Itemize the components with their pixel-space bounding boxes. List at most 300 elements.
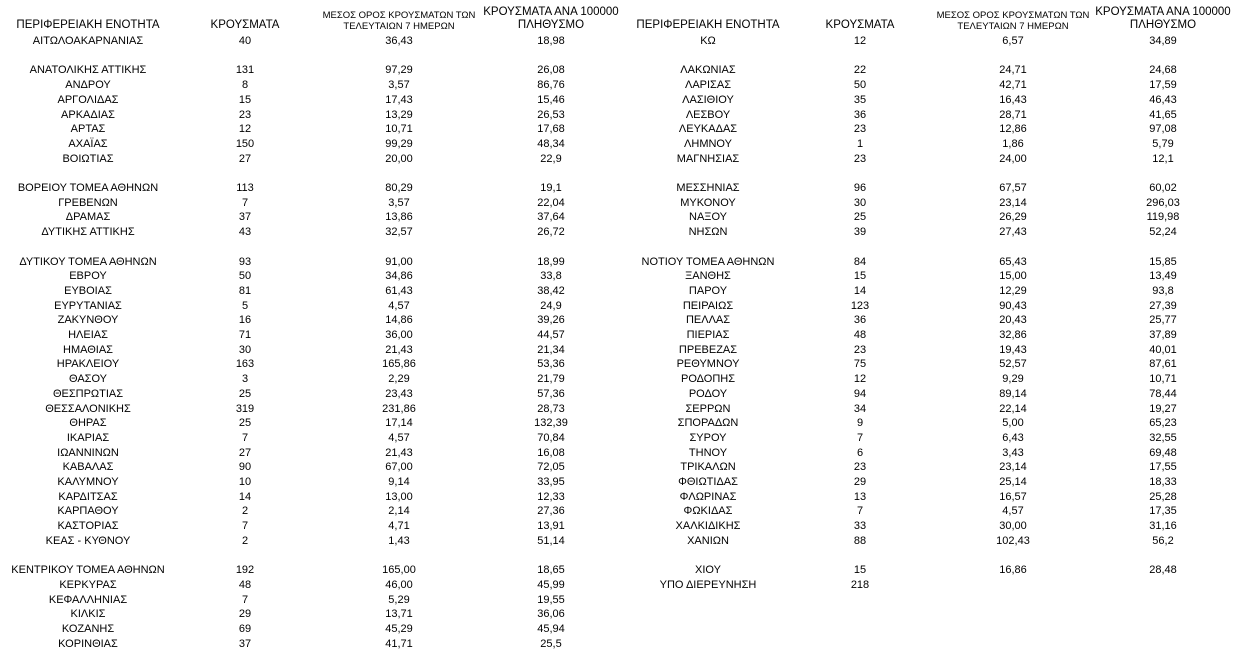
cell-avg7: 4,57 [1002, 505, 1024, 518]
header-avg7-left [318, 10, 480, 32]
cell-cases: 6 [856, 446, 864, 459]
cell-per100k: 25,5 [540, 637, 562, 650]
cell-avg7: 17,43 [385, 93, 413, 106]
cell-avg7: 91,00 [385, 255, 413, 268]
cell-avg7: 24,71 [999, 64, 1027, 77]
cell-avg7: 99,29 [385, 137, 413, 150]
cell-cases: 29 [853, 476, 867, 488]
cell-avg7 [932, 578, 1094, 593]
cell-avg7: 22,14 [999, 402, 1027, 415]
cell-per100k: 26,72 [537, 226, 565, 239]
cell-region: ΦΘΙΩΤΙΔΑΣ [678, 476, 738, 488]
cell-per100k: 5,79 [1152, 137, 1174, 150]
cell-avg7: 32,86 [999, 329, 1027, 341]
cell-per100k: 53,36 [537, 358, 565, 371]
cell-region: ΕΥΡΥΤΑΝΙΑΣ [54, 299, 122, 312]
cell-cases: 81 [238, 284, 252, 297]
cell-cases: 30 [238, 343, 252, 356]
header-avg7-right [932, 10, 1094, 32]
cell-region: ΝΟΤΙΟΥ ΤΟΜΕΑ ΑΘΗΝΩΝ [641, 255, 775, 268]
cell-cases: 30 [853, 196, 867, 209]
cell-region: ΚΑΡΔΙΤΣΑΣ [58, 490, 118, 503]
cell-region: ΦΩΚΙΔΑΣ [683, 505, 733, 518]
cell-avg7: 26,29 [999, 211, 1027, 224]
cell-per100k: 12,33 [537, 490, 565, 503]
cell-avg7: 20,00 [385, 152, 413, 165]
cell-avg7: 13,00 [385, 490, 413, 503]
cell-cases: 93 [238, 255, 252, 268]
cell-per100k: 25,28 [1149, 490, 1177, 503]
cell-cases: 39 [853, 226, 867, 239]
cell-avg7: 36,43 [385, 35, 413, 47]
cell-region: ΑΙΤΩΛΟΑΚΑΡΝΑΝΙΑΣ [32, 35, 144, 47]
cell-cases: 14 [853, 284, 867, 297]
cell-avg7: 42,71 [999, 79, 1027, 92]
cell-avg7: 21,43 [385, 343, 413, 356]
cell-cases: 23 [853, 461, 867, 474]
cell-region: ΠΕΛΛΑΣ [685, 314, 731, 327]
cell-avg7: 23,14 [999, 461, 1027, 474]
cell-region: ΘΑΣΟΥ [68, 373, 108, 386]
cell-per100k: 17,59 [1149, 79, 1177, 92]
cell-cases: 23 [853, 152, 867, 165]
cell-per100k: 26,53 [537, 108, 565, 121]
cell-avg7: 1,43 [388, 534, 410, 547]
cell-cases: 123 [850, 299, 870, 312]
cell-avg7: 3,57 [388, 196, 410, 209]
cell-avg7: 13,86 [385, 211, 413, 224]
header-per100k-line1: ΚΡΟΥΣΜΑΤΑ ΑΝΑ 100000 [1095, 6, 1231, 18]
cell-avg7: 23,43 [385, 387, 413, 400]
cell-region: ΑΡΚΑΔΙΑΣ [61, 108, 115, 121]
cell-region: ΜΑΓΝΗΣΙΑΣ [676, 152, 740, 165]
header-cases-left: ΚΡΟΥΣΜΑΤΑ [210, 19, 280, 31]
cell-per100k: 93,8 [1152, 284, 1174, 297]
cell-per100k: 21,34 [537, 343, 565, 356]
cell-region: ΧΙΟΥ [695, 564, 721, 577]
cell-per100k: 17,55 [1149, 461, 1177, 474]
cell-cases: 43 [238, 226, 252, 239]
cell-region: ΥΠΟ ΔΙΕΡΕΥΝΗΣΗ [659, 578, 757, 591]
cell-cases: 37 [238, 211, 252, 224]
cell-per100k: 19,27 [1149, 402, 1177, 415]
cell-cases: 15 [853, 270, 867, 283]
cell-per100k: 18,33 [1149, 476, 1177, 488]
cell-per100k: 45,94 [537, 623, 565, 635]
cell-cases: 33 [853, 520, 867, 533]
cell-cases: 12 [238, 123, 252, 136]
cell-cases: 29 [238, 608, 252, 621]
cell-region: ΑΡΓΟΛΙΔΑΣ [57, 93, 119, 106]
cell-avg7: 24,00 [999, 152, 1027, 165]
cell-cases: 94 [853, 387, 867, 400]
cell-per100k: 44,57 [537, 329, 565, 341]
cell-per100k: 70,84 [537, 431, 565, 444]
cell-avg7: 21,43 [385, 446, 413, 459]
cell-avg7: 12,86 [999, 123, 1027, 136]
cell-region: ΧΑΛΚΙΔΙΚΗΣ [675, 520, 741, 533]
cell-cases: 84 [853, 255, 867, 268]
cell-cases: 50 [238, 270, 252, 283]
header-per100k-line1: ΚΡΟΥΣΜΑΤΑ ΑΝΑ 100000 [483, 6, 619, 18]
cell-region: ΑΡΤΑΣ [70, 123, 106, 136]
cell-cases: 48 [238, 578, 252, 591]
cell-region: ΚΙΛΚΙΣ [70, 608, 106, 621]
cell-region: ΔΥΤΙΚΗΣ ΑΤΤΙΚΗΣ [41, 226, 135, 239]
cell-per100k: 25,77 [1149, 314, 1177, 327]
cell-region: ΚΟΖΑΝΗΣ [61, 623, 115, 635]
cell-region: ΚΑΡΠΑΘΟΥ [57, 505, 119, 518]
cell-region: ΚΕΝΤΡΙΚΟΥ ΤΟΜΕΑ ΑΘΗΝΩΝ [11, 564, 165, 577]
cell-cases: 163 [235, 358, 255, 371]
cell-region: ΦΛΩΡΙΝΑΣ [679, 490, 737, 503]
cell-avg7: 61,43 [385, 284, 413, 297]
header-avg7-line2: ΤΕΛΕΥΤΑΙΩΝ 7 ΗΜΕΡΩΝ [343, 21, 455, 32]
cell-avg7: 3,57 [388, 79, 410, 92]
cell-per100k: 32,55 [1149, 431, 1177, 444]
cell-cases: 2 [241, 534, 249, 547]
header-per100k-left [476, 6, 626, 32]
cell-cases: 12 [853, 35, 867, 47]
cell-per100k: 15,46 [537, 93, 565, 106]
cell-region: ΔΡΑΜΑΣ [65, 211, 111, 224]
cell-cases: 7 [241, 431, 249, 444]
cell-region: ΣΥΡΟΥ [689, 431, 727, 444]
cell-cases: 5 [241, 299, 249, 312]
header-avg7-line1: ΜΕΣΟΣ ΟΡΟΣ ΚΡΟΥΣΜΑΤΩΝ ΤΩΝ [936, 10, 1090, 21]
cell-region: ΜΥΚΟΝΟΥ [680, 196, 736, 209]
cell-region: ΕΒΡΟΥ [69, 270, 107, 283]
cell-region: ΛΕΥΚΑΔΑΣ [678, 123, 738, 136]
cell-cases: 192 [235, 564, 255, 577]
cell-per100k: 33,95 [537, 476, 565, 488]
cell-region: ΗΡΑΚΛΕΙΟΥ [56, 358, 120, 371]
cell-per100k: 78,44 [1149, 387, 1177, 400]
cell-cases: 7 [241, 520, 249, 533]
cell-per100k: 40,01 [1149, 343, 1177, 356]
cell-per100k: 24,68 [1149, 64, 1177, 77]
cell-per100k: 10,71 [1149, 373, 1177, 386]
cell-region: ΡΟΔΟΠΗΣ [680, 373, 736, 386]
cell-avg7: 9,14 [388, 476, 410, 488]
cell-cases: 7 [856, 431, 864, 444]
cell-cases: 69 [238, 623, 252, 635]
cell-cases: 88 [853, 534, 867, 547]
cell-per100k: 37,64 [537, 211, 565, 224]
cell-region: ΧΑΝΙΩΝ [687, 534, 729, 547]
cell-region: ΣΕΡΡΩΝ [685, 402, 731, 415]
cell-avg7: 4,71 [388, 520, 410, 533]
cell-per100k: 22,04 [537, 196, 565, 209]
cell-region: ΗΛΕΙΑΣ [68, 329, 108, 341]
cell-cases: 9 [856, 417, 864, 430]
cell-cases: 71 [238, 329, 252, 341]
cell-per100k: 28,48 [1149, 564, 1177, 577]
cell-cases: 96 [853, 182, 867, 194]
cell-region: ΚΟΡΙΝΘΙΑΣ [58, 637, 118, 650]
cell-per100k: 56,2 [1152, 534, 1174, 547]
cell-cases: 218 [850, 578, 870, 591]
cell-per100k: 17,68 [537, 123, 565, 136]
cell-region: ΒΟΙΩΤΙΑΣ [62, 152, 114, 165]
cell-avg7: 4,57 [388, 431, 410, 444]
cell-per100k: 45,99 [537, 578, 565, 591]
cell-avg7: 16,43 [999, 93, 1027, 106]
cell-cases: 131 [235, 64, 255, 77]
cell-avg7: 52,57 [999, 358, 1027, 371]
cell-per100k: 39,26 [537, 314, 565, 327]
cell-avg7: 27,43 [999, 226, 1027, 239]
cell-avg7: 231,86 [382, 402, 416, 415]
cell-cases: 10 [238, 476, 252, 488]
cell-cases: 113 [236, 182, 254, 194]
cell-per100k: 27,39 [1149, 299, 1177, 312]
cell-avg7: 65,43 [999, 255, 1027, 268]
cell-avg7: 6,57 [1002, 35, 1024, 47]
cell-avg7: 165,86 [382, 358, 416, 371]
cell-avg7: 102,43 [996, 534, 1030, 547]
header-avg7-line1: ΜΕΣΟΣ ΟΡΟΣ ΚΡΟΥΣΜΑΤΩΝ ΤΩΝ [322, 10, 476, 21]
cell-per100k: 132,39 [534, 417, 568, 430]
cell-per100k: 119,98 [1146, 211, 1180, 224]
cell-avg7: 90,43 [999, 299, 1027, 312]
cell-per100k: 13,91 [537, 520, 565, 533]
cell-region: ΚΑΛΥΜΝΟΥ [57, 476, 119, 488]
cell-avg7: 97,29 [385, 64, 413, 77]
cell-region: ΠΑΡΟΥ [688, 284, 728, 297]
cell-cases: 7 [241, 196, 249, 209]
cell-cases: 1 [856, 137, 864, 150]
cell-cases: 2 [241, 505, 249, 518]
cell-cases: 16 [238, 314, 252, 327]
cell-per100k: 41,65 [1149, 108, 1177, 121]
cell-per100k: 26,08 [537, 64, 565, 77]
cell-per100k: 97,08 [1149, 123, 1177, 136]
cell-avg7: 20,43 [999, 314, 1027, 327]
cell-avg7: 6,43 [1002, 431, 1024, 444]
header-per100k-line2: ΠΛΗΘΥΣΜΟ [1129, 19, 1197, 31]
cell-per100k: 37,89 [1149, 329, 1177, 341]
header-per100k-line2: ΠΛΗΘΥΣΜΟ [517, 19, 585, 31]
cell-per100k: 46,43 [1149, 93, 1177, 106]
cell-avg7: 5,29 [388, 593, 410, 606]
cell-region: ΘΕΣΠΡΩΤΙΑΣ [52, 387, 124, 400]
cell-avg7: 25,14 [999, 476, 1027, 488]
cell-avg7: 32,57 [385, 226, 413, 239]
cell-region: ΑΝΔΡΟΥ [65, 79, 111, 92]
cell-avg7: 3,43 [1002, 446, 1024, 459]
cell-per100k [1088, 578, 1238, 593]
cell-cases: 7 [856, 505, 864, 518]
cell-cases: 150 [235, 137, 255, 150]
cell-region: ΛΕΣΒΟΥ [685, 108, 731, 121]
cell-cases: 27 [238, 446, 252, 459]
cell-avg7: 45,29 [385, 623, 413, 635]
header-avg7-line2: ΤΕΛΕΥΤΑΙΩΝ 7 ΗΜΕΡΩΝ [957, 21, 1069, 32]
cell-region: ΛΑΣΙΘΙΟΥ [682, 93, 734, 106]
cell-cases: 40 [238, 35, 252, 47]
cell-per100k: 69,48 [1149, 446, 1177, 459]
cell-region: ΘΗΡΑΣ [69, 417, 107, 430]
cell-avg7: 5,00 [1002, 417, 1024, 430]
cell-avg7: 10,71 [385, 123, 413, 136]
cell-avg7: 23,14 [999, 196, 1027, 209]
cell-per100k: 27,36 [537, 505, 565, 518]
cell-per100k: 24,9 [540, 299, 562, 312]
cell-cases: 90 [238, 461, 252, 474]
cell-avg7: 1,86 [1002, 137, 1024, 150]
cell-cases: 23 [853, 343, 867, 356]
cell-region: ΤΗΝΟΥ [688, 446, 728, 459]
cell-per100k: 34,89 [1149, 35, 1177, 47]
cell-per100k: 60,02 [1149, 182, 1177, 194]
cell-region: ΛΑΚΩΝΙΑΣ [680, 64, 736, 77]
cell-avg7: 13,71 [385, 608, 413, 621]
cell-region: ΞΑΝΘΗΣ [685, 270, 731, 283]
cell-per100k: 18,98 [537, 35, 565, 47]
cell-cases: 14 [238, 490, 252, 503]
cell-per100k: 48,34 [537, 137, 565, 150]
cell-region: ΙΩΑΝΝΙΝΩΝ [57, 446, 119, 459]
cell-cases: 25 [238, 417, 252, 430]
cell-per100k: 87,61 [1149, 358, 1177, 371]
cell-cases: 12 [853, 373, 867, 386]
cell-avg7: 19,43 [999, 343, 1027, 356]
cell-region: ΑΝΑΤΟΛΙΚΗΣ ΑΤΤΙΚΗΣ [29, 64, 147, 77]
cell-region: ΖΑΚΥΝΘΟΥ [57, 314, 119, 327]
cell-per100k: 51,14 [537, 534, 565, 547]
cell-avg7: 34,86 [385, 270, 413, 283]
header-region-left: ΠΕΡΙΦΕΡΕΙΑΚΗ ΕΝΟΤΗΤΑ [16, 19, 160, 31]
cell-region: ΙΚΑΡΙΑΣ [66, 431, 110, 444]
cell-per100k: 18,65 [537, 564, 565, 577]
cell-per100k: 28,73 [537, 402, 565, 415]
cell-avg7: 4,57 [388, 299, 410, 312]
cell-cases: 8 [241, 79, 249, 92]
cell-region: ΚΩ [700, 35, 716, 47]
cell-cases: 35 [853, 93, 867, 106]
cell-avg7: 46,00 [385, 578, 413, 591]
cell-cases: 75 [853, 358, 867, 371]
cell-region: ΚΕΦΑΛΛΗΝΙΑΣ [48, 593, 128, 606]
cell-region: ΚΕΑΣ - ΚΥΘΝΟΥ [45, 534, 131, 547]
cell-avg7: 12,29 [999, 284, 1027, 297]
cell-avg7: 165,00 [382, 564, 416, 577]
cell-cases: 36 [853, 314, 867, 327]
cell-avg7: 16,57 [999, 490, 1027, 503]
cell-avg7: 36,00 [385, 329, 413, 341]
cell-per100k: 57,36 [537, 387, 565, 400]
cell-per100k: 12,1 [1152, 152, 1174, 165]
cell-per100k: 16,08 [537, 446, 565, 459]
cell-per100k: 22,9 [540, 152, 562, 165]
cell-avg7: 67,57 [999, 182, 1027, 194]
cell-per100k: 38,42 [537, 284, 565, 297]
cell-region: ΒΟΡΕΙΟΥ ΤΟΜΕΑ ΑΘΗΝΩΝ [17, 182, 159, 194]
cell-cases: 3 [241, 373, 249, 386]
cell-cases: 319 [235, 402, 255, 415]
cell-cases: 50 [853, 79, 867, 92]
cell-per100k: 13,49 [1149, 270, 1177, 283]
cell-avg7: 80,29 [385, 182, 413, 194]
cell-avg7: 17,14 [385, 417, 413, 430]
cell-avg7: 67,00 [385, 461, 413, 474]
cell-cases: 15 [853, 564, 867, 577]
header-region-right: ΠΕΡΙΦΕΡΕΙΑΚΗ ΕΝΟΤΗΤΑ [636, 19, 780, 31]
cell-region: ΕΥΒΟΙΑΣ [64, 284, 112, 297]
cell-avg7: 13,29 [385, 108, 413, 121]
cell-region: ΚΑΣΤΟΡΙΑΣ [57, 520, 119, 533]
cell-region: ΗΜΑΘΙΑΣ [63, 343, 113, 356]
cell-region: ΝΑΞΟΥ [689, 211, 727, 224]
cell-per100k: 52,24 [1149, 226, 1177, 239]
cell-cases: 25 [238, 387, 252, 400]
cell-region: ΤΡΙΚΑΛΩΝ [680, 461, 736, 474]
cell-cases: 37 [238, 637, 252, 650]
cell-region: ΑΧΑΪΑΣ [68, 137, 108, 150]
cell-cases: 34 [853, 402, 867, 415]
cell-region: ΠΡΕΒΕΖΑΣ [678, 343, 738, 356]
cell-per100k: 18,99 [537, 255, 565, 268]
header-per100k-right [1088, 6, 1238, 32]
cell-region: ΜΕΣΣΗΝΙΑΣ [676, 182, 740, 194]
cell-per100k: 31,16 [1149, 520, 1177, 533]
header-cases-right: ΚΡΟΥΣΜΑΤΑ [825, 19, 895, 31]
cell-avg7: 9,29 [1002, 373, 1024, 386]
cell-per100k: 33,8 [540, 270, 562, 283]
cell-avg7: 89,14 [999, 387, 1027, 400]
cell-cases: 27 [238, 152, 252, 165]
cell-region: ΡΕΘΥΜΝΟΥ [676, 358, 740, 371]
cell-per100k: 15,85 [1149, 255, 1177, 268]
cell-region: ΠΕΙΡΑΙΩΣ [682, 299, 734, 312]
cell-region: ΛΑΡΙΣΑΣ [684, 79, 731, 92]
cell-cases: 13 [853, 490, 867, 503]
cell-region: ΠΙΕΡΙΑΣ [686, 329, 730, 341]
cell-cases: 23 [853, 123, 867, 136]
cell-cases: 7 [241, 593, 249, 606]
cell-per100k: 36,06 [537, 608, 565, 621]
cell-cases: 25 [853, 211, 867, 224]
cell-per100k: 17,35 [1149, 505, 1177, 518]
cell-avg7: 14,86 [385, 314, 413, 327]
cell-per100k: 296,03 [1146, 196, 1180, 209]
cell-per100k: 19,55 [537, 593, 565, 606]
cell-avg7: 16,86 [999, 564, 1027, 577]
cell-cases: 36 [853, 108, 867, 121]
cell-region: ΚΕΡΚΥΡΑΣ [59, 578, 117, 591]
cell-per100k: 72,05 [537, 461, 565, 474]
cell-region: ΛΗΜΝΟΥ [684, 137, 732, 150]
cell-avg7: 15,00 [999, 270, 1027, 283]
cell-avg7: 28,71 [999, 108, 1027, 121]
cell-region: ΝΗΣΩΝ [688, 226, 728, 239]
cell-region: ΓΡΕΒΕΝΩΝ [58, 196, 118, 209]
cell-avg7: 41,71 [385, 637, 413, 650]
cell-region: ΚΑΒΑΛΑΣ [62, 461, 114, 474]
cell-per100k: 21,79 [537, 373, 565, 386]
cell-region: ΘΕΣΣΑΛΟΝΙΚΗΣ [45, 402, 131, 415]
cell-region: ΔΥΤΙΚΟΥ ΤΟΜΕΑ ΑΘΗΝΩΝ [19, 255, 157, 268]
cell-cases: 15 [238, 93, 252, 106]
cell-region: ΡΟΔΟΥ [688, 387, 728, 400]
cell-per100k: 86,76 [537, 79, 565, 92]
cell-cases: 48 [853, 329, 867, 341]
cell-cases: 23 [238, 108, 252, 121]
cell-per100k: 65,23 [1149, 417, 1177, 430]
cell-cases: 22 [853, 64, 867, 77]
cell-avg7: 2,29 [388, 373, 410, 386]
